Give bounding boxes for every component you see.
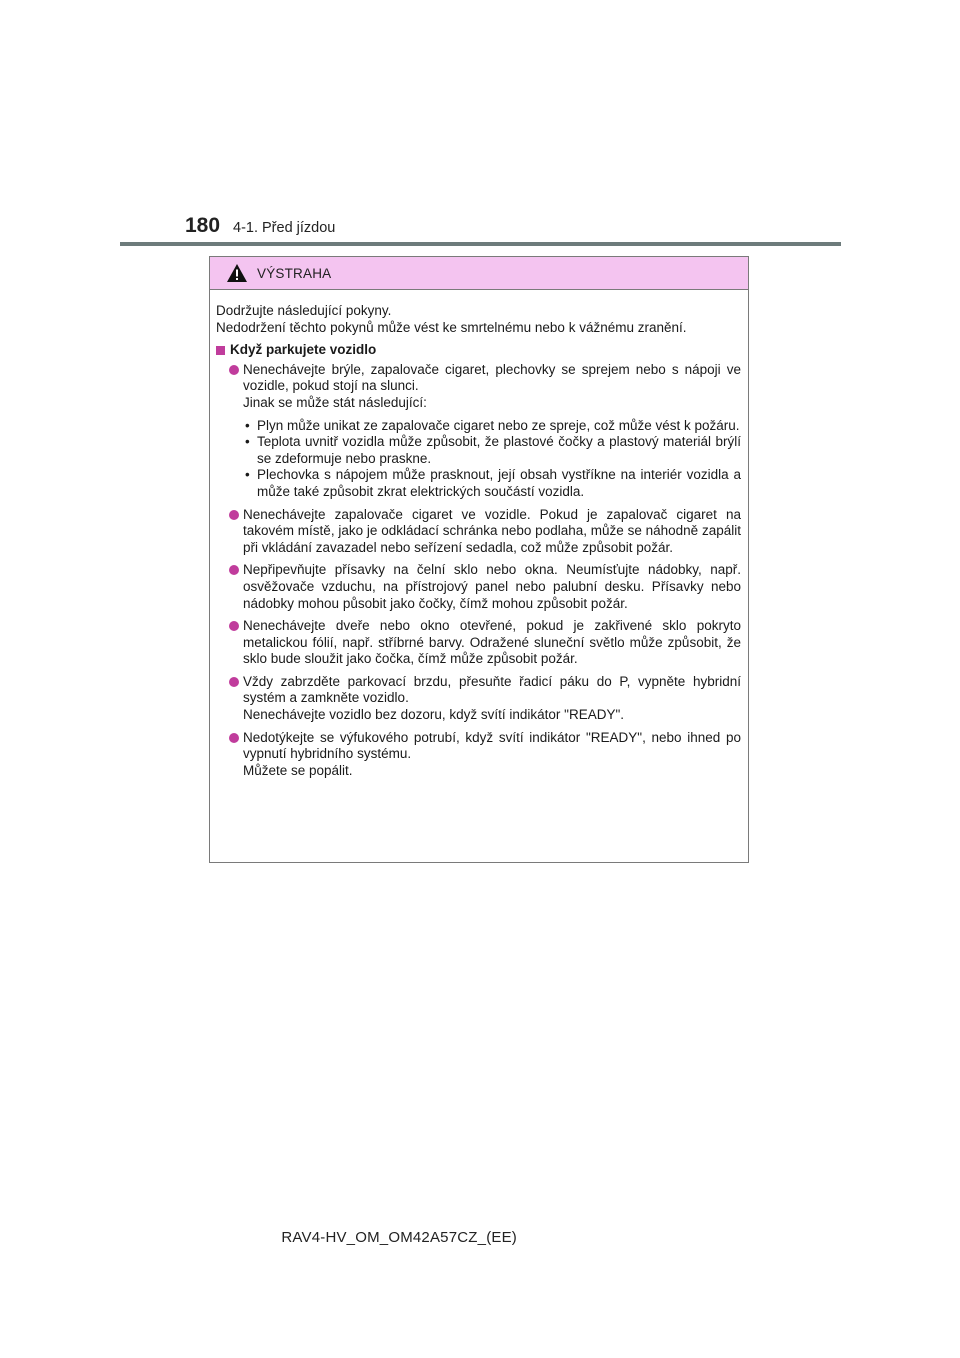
- round-bullet-icon: [229, 510, 239, 520]
- item-note: Jinak se může stát následující:: [243, 394, 427, 410]
- list-item: [216, 507, 741, 557]
- section-title: 4-1. Před jízdou: [233, 220, 336, 236]
- warning-triangle-icon: [226, 263, 248, 283]
- item-text: Nepřipevňujte přísavky na čelní sklo nebo okna. Neumísťujte nádobky, např. osvěžovače vzduchu, na přístrojový panel nebo palubní desku. Přísavky nebo nádobky mohou působit jako čočky, čímž mohou způsobit požár.: [243, 562, 741, 611]
- sub-list-item: [243, 418, 741, 435]
- list-item: [216, 618, 741, 668]
- warning-box: [209, 256, 749, 863]
- list-item: [216, 562, 741, 612]
- list-item: [216, 674, 741, 724]
- round-bullet-icon: [229, 733, 239, 743]
- item-text: Nedotýkejte se výfukového potrubí, když svítí indikátor "READY", nebo ihned po vypnutí hybridního systému.: [243, 729, 741, 762]
- warning-header: [210, 257, 748, 290]
- item-text: Nenechávejte brýle, zapalovače cigaret, plechovky se sprejem nebo s nápoji ve vozidle, pokud stojí na slunci.: [243, 361, 741, 394]
- round-bullet-icon: [229, 365, 239, 375]
- small-dot-icon: •: [245, 417, 250, 433]
- sub-list: [243, 418, 741, 501]
- item-note: Můžete se popálit.: [243, 762, 353, 778]
- sub-list-item: [243, 467, 741, 500]
- round-bullet-icon: [229, 565, 239, 575]
- intro-line: Dodržujte následující pokyny.: [216, 303, 392, 318]
- subheading: [216, 342, 741, 359]
- warning-body: [210, 290, 748, 779]
- page-number: 180: [185, 214, 221, 237]
- list-item: [216, 362, 741, 501]
- intro-line: Nedodržení těchto pokynů může vést ke smrtelnému nebo k vážnému zranění.: [216, 319, 687, 335]
- small-dot-icon: •: [245, 467, 250, 483]
- list-item: [216, 730, 741, 780]
- item-text: Vždy zabrzděte parkovací brzdu, přesuňte řadicí páku do P, vypněte hybridní systém a zamkněte vozidlo.: [243, 673, 741, 706]
- header-rule: [120, 242, 841, 246]
- sub-item-text: Plyn může unikat ze zapalovače cigaret nebo ze spreje, což může vést k požáru.: [257, 417, 740, 433]
- sub-item-text: Teplota uvnitř vozidla může způsobit, že plastové čočky a plastový materiál brýlí se zdeformuje nebo praskne.: [257, 434, 741, 466]
- sub-list-item: [243, 434, 741, 467]
- item-text: Nenechávejte zapalovače cigaret ve vozidle. Pokud je zapalovač cigaret na takovém místě, jako je odkládací schránka nebo podlaha, může se náhodně zapálit při vkládání zavazadel nebo seřízení sedadla, což může způsobit požár.: [243, 506, 741, 555]
- warning-title: VÝSTRAHA: [257, 265, 332, 281]
- sub-item-text: Plechovka s nápojem může prasknout, její obsah vystříkne na interiér vozidla a může také způsobit zkrat elektrických součástí vozidla.: [257, 467, 741, 499]
- item-note: Nenechávejte vozidlo bez dozoru, když svítí indikátor "READY".: [243, 707, 625, 723]
- document-code: RAV4-HV_OM_OM42A57CZ_(EE): [281, 1229, 517, 1246]
- round-bullet-icon: [229, 621, 239, 631]
- small-dot-icon: •: [245, 434, 250, 450]
- subheading-text: Když parkujete vozidlo: [230, 342, 377, 358]
- square-bullet-icon: [216, 346, 225, 355]
- round-bullet-icon: [229, 677, 239, 687]
- item-text: Nenechávejte dveře nebo okno otevřené, pokud je zakřivené sklo pokryto metalickou fólií, např. stříbrné barvy. Odražené sluneční světlo může způsobit, že sklo bude sloužit jako čočka, čímž může způsobit požár.: [243, 618, 741, 667]
- warning-intro: [216, 303, 741, 336]
